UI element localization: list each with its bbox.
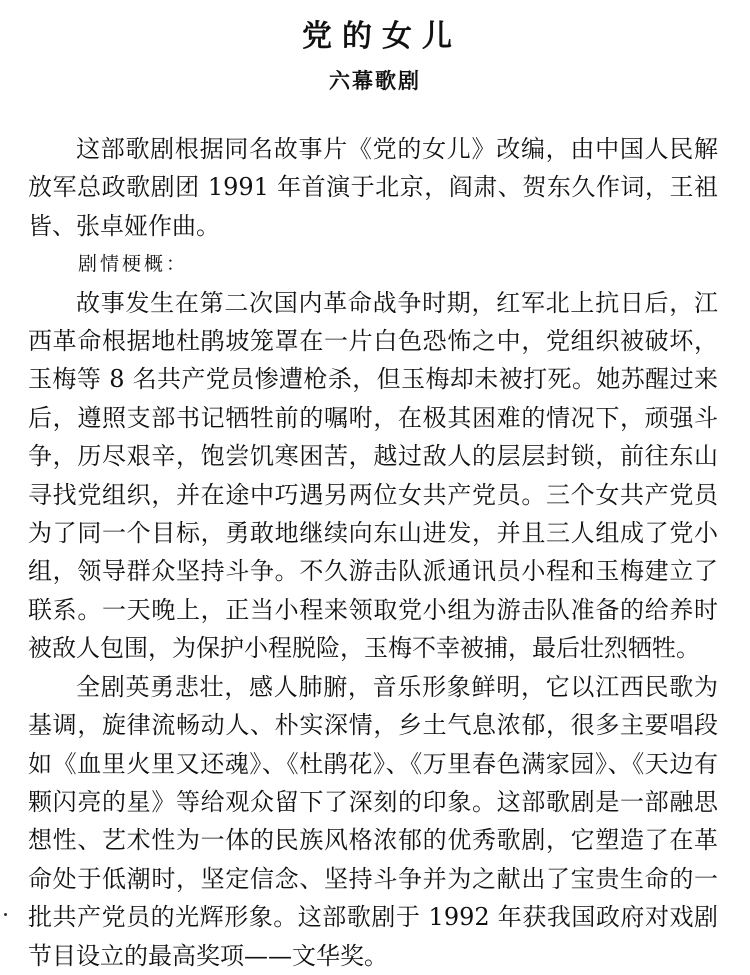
synopsis-heading: 剧情梗概： [78, 253, 189, 276]
synopsis-paragraph: 故事发生在第二次国内革命战争时期，红军北上抗日后，江西革命根据地杜鹃坡笼罩在一片白色恐怖之中，党组织被破坏，玉梅等 8 名共产党员惨遭枪杀，但玉梅却未被打死。她苏醒过来后，遵照支部书记牺牲前的嘱咐，在极其困难的情况下，顽强斗争，历尽艰辛，饱尝饥寒困苦，越过敌人的层层封锁，前往东山寻找党组织，并在途中巧遇另两位女共产党员。三个女共产党员为了同一个目标，勇敢地继续向东山进发，并且三人组成了党小组，领导群众坚持斗争。不久游击队派通讯员小程和玉梅建立了联系。一天晚上，正当小程来领取党小组为游击队准备的给养时被敌人包围，为保护小程脱险，玉梅不幸被捕，最后壮烈牺牲。 [28, 288, 718, 663]
evaluation-paragraph: 全剧英勇悲壮，感人肺腑，音乐形象鲜明，它以江西民歌为基调，旋律流畅动人、朴实深情，乡土气息浓郁，很多主要唱段如《血里火里又还魂》、《杜鹃花》、《万里春色满家园》、《天边有颗闪亮的星》等给观众留下了深刻的印象。这部歌剧是一部融思想性、艺术性为一体的民族风格浓郁的优秀歌剧，它塑造了在革命处于低潮时，坚定信念、坚持斗争并为之献出了宝贵生命的一批共产党员的光辉形象。这部歌剧于 1992 年获我国政府对戏剧节目设立的最高奖项——文华奖。 [28, 672, 718, 970]
document-title: 党的女儿 [302, 19, 462, 54]
document-subtitle: 六幕歌剧 [329, 69, 421, 93]
intro-paragraph: 这部歌剧根据同名故事片《党的女儿》改编，由中国人民解放军总政歌剧团 1991 年首演于北京，阎肃、贺东久作词，王祖皆、张卓娅作曲。 [28, 135, 718, 240]
scan-speck [4, 913, 7, 916]
document-body [28, 130, 718, 975]
